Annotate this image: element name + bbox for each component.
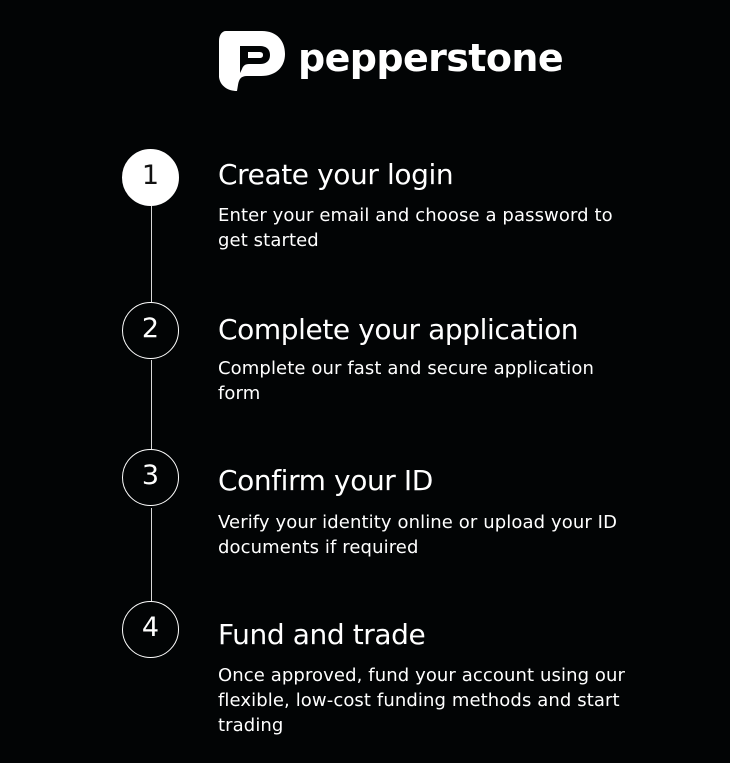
step-number-badge: 2 <box>122 302 179 359</box>
step-number-badge: 3 <box>122 449 179 506</box>
step-connector-1-2 <box>151 206 152 303</box>
step-description: Once approved, fund your account using our flexible, low-cost funding methods and start trading <box>218 665 626 736</box>
step-description: Complete our fast and secure application form <box>218 358 594 404</box>
step-description: Verify your identity online or upload your ID documents if required <box>218 512 618 558</box>
step-connector-3-4 <box>151 508 152 602</box>
step-connector-2-3 <box>151 360 152 450</box>
logo-wordmark: pepperstone <box>298 36 564 80</box>
step-title: Complete your application <box>218 313 579 346</box>
step-title: Create your login <box>218 158 454 191</box>
step-number-badge: 1 <box>122 149 179 206</box>
step-title: Fund and trade <box>218 618 426 651</box>
step-title: Confirm your ID <box>218 464 433 497</box>
step-number-badge: 4 <box>122 601 179 658</box>
step-description: Enter your email and choose a password to get started <box>218 205 613 251</box>
